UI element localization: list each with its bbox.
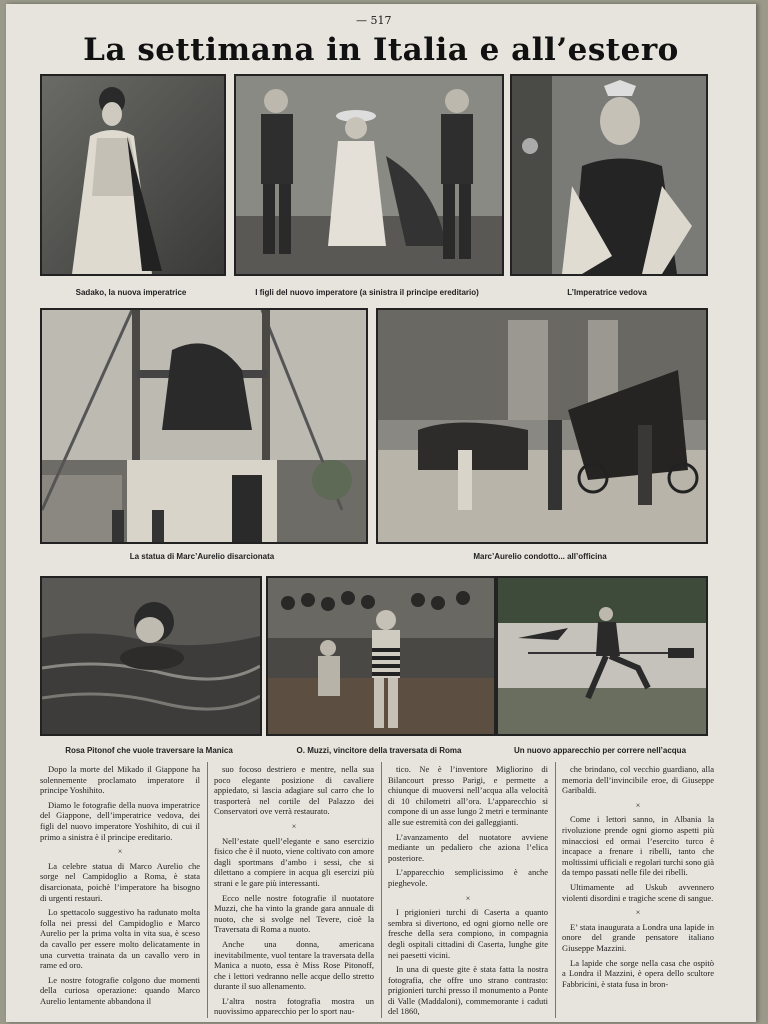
col1-p3: La celebre statua di Marco Aurelio che sorge nel Campidoglio a Roma, è stata disarcionata, poichè l’imperatore ha bisogno di urgenti restauri. — [40, 860, 200, 903]
text-column-4 — [562, 764, 714, 1019]
col2-sep: × — [291, 820, 297, 831]
photo-vedova — [510, 74, 708, 276]
column-rule-2 — [381, 762, 382, 1018]
col4-p2: Come i lettori sanno, in Albania la rivoluzione prende ogni giorno aspetti più minacciosi ed ormai l’esercito turco è incapace a frenare i ribelli, tanto che moltissimi ufficiali e regolari turchi sono già da tempo passati nelle file dei ribelli. — [562, 814, 714, 878]
caption-figli: I figli del nuovo imperatore (a sinistra il principe ereditario) — [255, 288, 479, 297]
caption-muzzi: O. Muzzi, vincitore della traversata di Roma — [296, 746, 462, 755]
text-column-1 — [40, 764, 200, 1019]
caption-apparecchio: Un nuovo apparecchio per correre nell’acqua — [513, 746, 687, 755]
col2-p2: Nell’estate quell’elegante e sano esercizio fisico che è il nuoto, viene coltivato con amore dagli sportmans d’ambo i sessi, che si dilettano a compiere in acqua gli esercizi più strani e le gare più interessanti. — [214, 835, 374, 888]
col4-p4: E’ stata inaugurata a Londra una lapide in onore del grande pensatore italiano Giuseppe Mazzini. — [562, 921, 714, 953]
col3-p3: L’apparecchio semplicissimo è anche pieghevole. — [388, 867, 548, 888]
photo-sadako — [40, 74, 226, 276]
column-rule-3 — [555, 762, 556, 1018]
col3-p5: In una di queste gite è stata fatta la nostra fotografia, che offre uno strano contrasto: prigionieri turchi presso il monumento a Ponte di Valle (Maddaloni), commemorante i caduti del 1860, — [388, 964, 548, 1017]
caption-vedova: L’Imperatrice vedova — [567, 288, 647, 297]
col1-p1: Dopo la morte del Mikado il Giappone ha solennemente proclamato imperatore il principe Yoshihito. — [40, 764, 200, 796]
caption-sadako: Sadako, la nuova imperatrice — [75, 288, 187, 297]
col2-p3: Ecco nelle nostre fotografie il nuotatore Muzzi, che ha vinto la grande gara annuale di nuoto, che si svolge nel Tevere, cioè la Traversata di Roma a nuoto. — [214, 892, 374, 935]
col3-p2: L’avanzamento del nuotatore avviene mediante un pedaliero che aziona l’elica posteriore. — [388, 831, 548, 863]
col3-sep: × — [465, 892, 471, 903]
col3-p4: I prigionieri turchi di Caserta a quanto sembra si divertono, ed ogni giorno nelle ore fresche della sera compiono, in compagnia degli ospitali cittadini di Caserta, lunghe gite nei paesetti vicini. — [388, 907, 548, 960]
col4-p5: La lapide che sorge nella casa che ospitò a Londra il Mazzini, è opera dello scultore Fabbricini, è stata fusa in bron- — [562, 957, 714, 989]
col1-p2: Diamo le fotografie della nuova imperatrice del Giappone, dell’imperatrice vedova, dei figli del nuovo imperatore Yoshihito, di cui il primo a sinistra è il principe ereditario. — [40, 799, 200, 842]
col2-p5: L’altra nostra fotografia mostra un nuovissimo apparecchio per lo sport nau- — [214, 995, 374, 1017]
col4-p1: che brindano, col vecchio guardiano, alla memoria dell’invincibile eroe, di Giuseppe Garibaldi. — [562, 764, 714, 796]
page-number: — 517 — [356, 14, 392, 27]
col2-p1: suo focoso destriero e mentre, nella sua poco elegante posizione di cavaliere appiedato, si lascia adagiare sul carro che lo trasporterà nel cortile del Palazzo dei Conservatori ove verrà restaurato. — [214, 764, 374, 817]
col1-p4: Lo spettacolo suggestivo ha radunato molta folla nei pressi del Campidoglio e Marco Aurelio per la prima volta in vita sua, è sceso da cavallo per essere molto delicatamente in una curvetta trainata da un cavallo vero in rame ed oro. — [40, 907, 200, 971]
photo-figli — [234, 74, 504, 276]
photo-muzzi — [266, 576, 496, 736]
caption-pitonof: Rosa Pitonof che vuole traversare la Manica — [65, 746, 233, 755]
caption-statua: La statua di Marc’Aurelio disarcionata — [129, 552, 275, 561]
photo-pitonof — [40, 576, 262, 736]
newspaper-page — [6, 4, 756, 1022]
col1-sep: × — [117, 846, 123, 857]
col4-sep-2: × — [635, 907, 641, 918]
photo-apparecchio — [496, 576, 708, 736]
col2-p4: Anche una donna, americana inevitabilmente, vuol tentare la traversata della Manica a nuoto, essa è Miss Rose Pitonoff, che i lettori vedranno nelle acque dello stretto durante il suo allenamento. — [214, 938, 374, 992]
col4-p3: Ultimamente ad Uskub avvennero violenti disordini e tragiche scene di sangue. — [562, 881, 714, 903]
column-rule-1 — [207, 762, 208, 1018]
col3-p1: tico. Ne è l’inventore Migliorino di Bilancourt presso Parigi, e permette a chiunque di muoversi nell’acqua alla velocità di 10 chilometri all’ora. L’apparecchio si compone di un asse lungo 2 metri e terminante alle sue estremità con dei galleggianti. — [388, 764, 548, 827]
page-headline: La settimana in Italia e all’estero — [83, 32, 679, 68]
text-column-2 — [214, 764, 374, 1019]
col4-sep-1: × — [635, 799, 641, 810]
caption-condotto: Marc’Aurelio condotto... all’officina — [473, 552, 607, 561]
photo-statua — [40, 308, 368, 544]
photo-condotto — [376, 308, 708, 544]
text-column-3 — [388, 764, 548, 1019]
col1-p5: Le nostre fotografie colgono due momenti della curiosa operazione: quando Marco Aurelio lentamente abbandona il — [40, 974, 200, 1006]
